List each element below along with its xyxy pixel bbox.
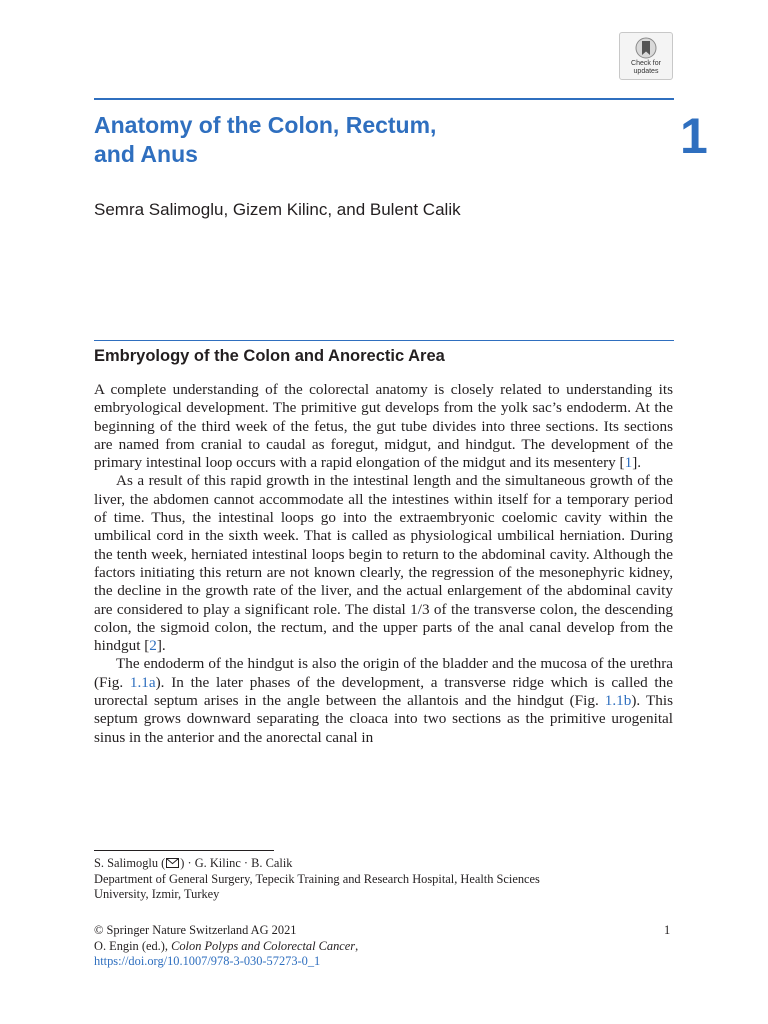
paragraph-1-text: A complete understanding of the colorectal anatomy is closely related to understanding its embryological development. The primitive gut develops from the yolk sac’s endoderm. At the beginning of the third week of the fetus, the gut tube divides into three sections. Its sections are named from cranial to caudal as foregut, midgut, and hindgut. The development of the primary intestinal loop occurs with a rapid elongation of the midgut and its mesentery [ <box>94 381 673 472</box>
page-number: 1 <box>664 923 671 937</box>
copyright-line: © Springer Nature Switzerland AG 2021 <box>94 923 297 937</box>
paragraph-2 <box>94 472 673 655</box>
paragraph-3-text-c: ). This septum grows downward separating the cloaca into two sections as the primitive urogenital sinus in the anterior and the anorectal canal in <box>94 692 673 746</box>
body-text <box>94 381 673 747</box>
citation-link-1[interactable]: 1 <box>624 454 633 472</box>
figure-link-1-1a[interactable]: 1.1a <box>129 673 156 691</box>
footnote-authors-a: S. Salimoglu ( <box>94 856 166 870</box>
footnote-rule <box>94 850 274 851</box>
badge-label-line2: updates <box>633 68 659 75</box>
chapter-title <box>94 111 564 169</box>
book-title-suffix: , <box>355 938 359 953</box>
figure-link-1-1b[interactable]: 1.1b <box>604 692 632 710</box>
citation-link-2[interactable]: 2 <box>149 637 157 655</box>
bookmark-icon <box>635 37 657 59</box>
paragraph-3-text-b: ). In the later phases of the development, a transverse ridge which is called the urorectal septum arises in the angle between the allantois and the hindgut (Fig. <box>94 673 673 710</box>
chapter-number: 1 <box>680 108 708 164</box>
book-title: Colon Polyps and Colorectal Cancer <box>171 938 356 953</box>
chapter-authors: Semra Salimoglu, Gizem Kilinc, and Bulent Calik <box>94 200 461 219</box>
book-citation <box>94 939 673 955</box>
footnote-affiliation-line1: Department of General Surgery, Tepecik Training and Research Hospital, Health Sciences <box>94 871 540 886</box>
mail-icon[interactable] <box>166 858 179 868</box>
paragraph-3 <box>94 655 673 746</box>
author-footnote <box>94 856 673 903</box>
section-rule <box>94 340 674 341</box>
paragraph-2-text: As a result of this rapid growth in the intestinal length and the simultaneous growth of the liver, the abdomen cannot accommodate all the intestines within itself for a temporary period of time. Thus, the intestinal loops go into the extraembryonic coelomic cavity within the umbilical cord in the sixth week. That is called as physiological umbilical herniation. During the tenth week, herniated intestinal loops begin to return to the abdominal cavity. Although the factors initiating this return are not known clearly, the regression of the mesonephyric kidney, the decline in the growth rate of the liver, and the actual enlargement of the abdominal cavity are considered to play a significant role. The distal 1/3 of the transverse colon, the descending colon, the sigmoid colon, the rectum, and the upper parts of the anal canal develop from the hindgut [ <box>94 472 673 655</box>
badge-label-line1: Check for <box>631 60 661 67</box>
chapter-title-line1: Anatomy of the Colon, Rectum, <box>94 112 437 138</box>
paragraph-2-end: ]. <box>156 637 166 655</box>
top-rule <box>94 98 674 100</box>
check-for-updates-badge[interactable] <box>619 32 673 80</box>
book-editor: O. Engin (ed.), <box>94 938 172 953</box>
footnote-affiliation-line2: University, Izmir, Turkey <box>94 887 220 902</box>
paragraph-3-text-a: The endoderm of the hindgut is also the origin of the bladder and the mucosa of the urethra (Fig. <box>94 655 673 691</box>
footnote-authors <box>94 856 673 872</box>
doi-link[interactable]: https://doi.org/10.1007/978-3-030-57273-0_1 <box>94 954 321 969</box>
copyright-block <box>94 923 673 970</box>
footnote-authors-b: ) · G. Kilinc · B. Calik <box>180 856 293 870</box>
chapter-title-line2: and Anus <box>94 141 198 167</box>
paragraph-1 <box>94 381 673 472</box>
section-title: Embryology of the Colon and Anorectic Area <box>94 347 445 365</box>
paragraph-1-end: ]. <box>632 454 642 472</box>
